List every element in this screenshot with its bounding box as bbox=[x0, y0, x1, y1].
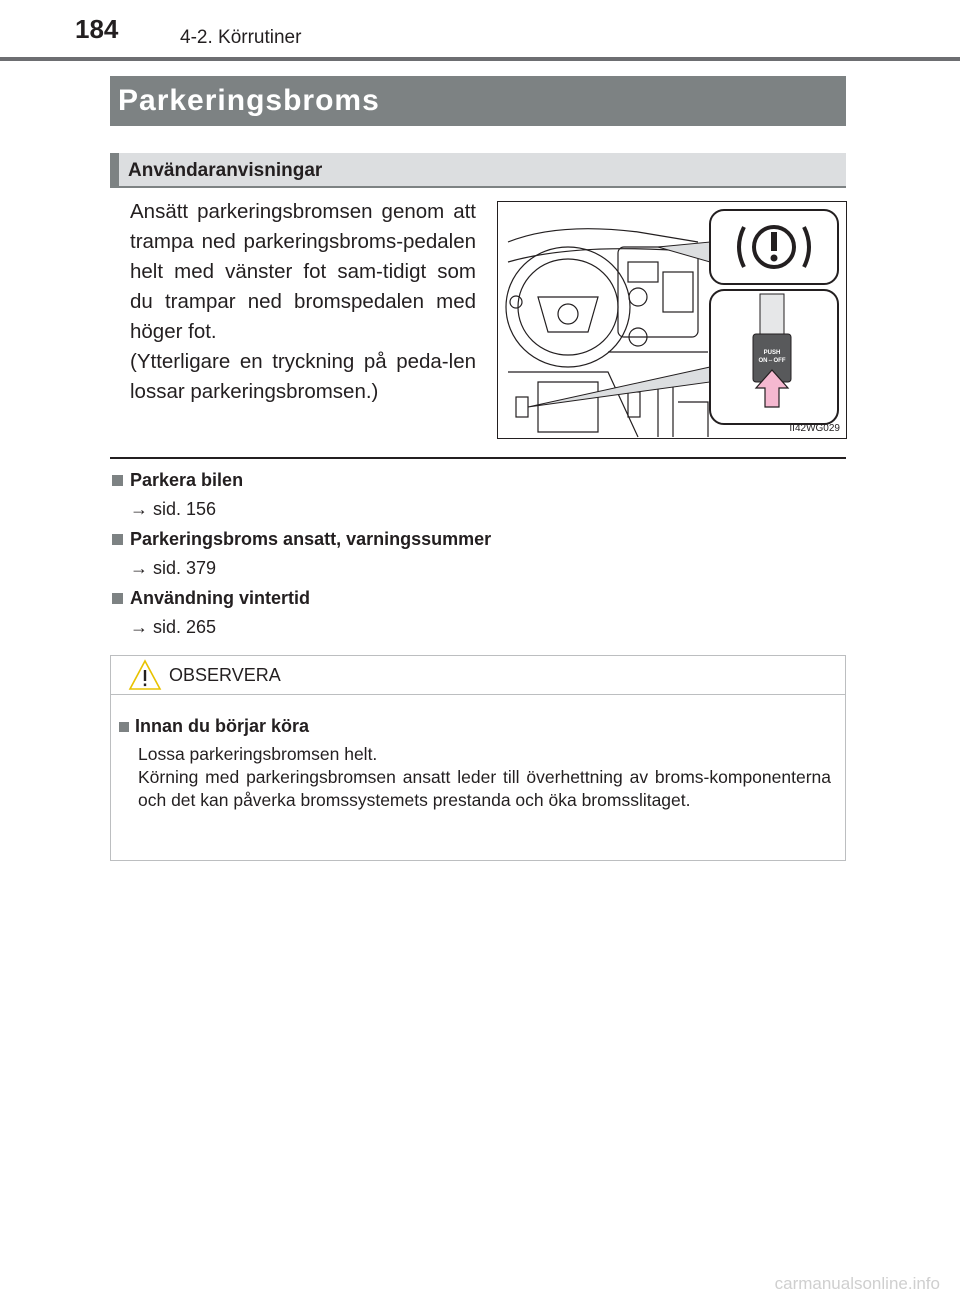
bullet-square-icon bbox=[112, 593, 123, 604]
notice-line: Lossa parkeringsbromsen helt. bbox=[138, 744, 378, 764]
page-reference: → sid. 379 bbox=[130, 558, 217, 578]
notice-line: Körning med parkeringsbromsen ansatt leder till överhettning av broms-komponenterna och det kan påverka bromssystemets prestanda och öka bromsslitaget. bbox=[138, 767, 831, 810]
instruction-paragraph: Ansätt parkeringsbromsen genom att trampa ned parkeringsbroms-pedalen helt med vänster fot sam-tidigt som du trampar ned bromspedalen med höger fot. bbox=[130, 200, 476, 343]
warning-triangle-icon bbox=[128, 658, 162, 692]
page-number: 184 bbox=[75, 14, 119, 44]
subsection-accent bbox=[110, 153, 119, 188]
section-divider bbox=[110, 457, 846, 459]
bullet-square-icon bbox=[112, 534, 123, 545]
notice-box bbox=[110, 655, 846, 861]
watermark: carmanualsonline.info bbox=[774, 1274, 940, 1293]
notice-body bbox=[138, 743, 831, 812]
notice-label: OBSERVERA bbox=[169, 665, 281, 685]
parking-brake-illustration bbox=[497, 201, 847, 439]
notice-heading: Innan du börjar köra bbox=[119, 716, 309, 737]
page-reference: → sid. 156 bbox=[130, 499, 217, 519]
list-item-heading: Användning vintertid bbox=[112, 588, 310, 609]
release-paragraph: (Ytterligare en tryckning på peda-len lossar parkeringsbromsen.) bbox=[130, 350, 476, 403]
notice-divider bbox=[111, 694, 845, 695]
list-item-heading: Parkeringsbroms ansatt, varningssummer bbox=[112, 529, 491, 550]
list-item-heading: Parkera bilen bbox=[112, 470, 243, 491]
section-title: Parkeringsbroms bbox=[118, 84, 380, 117]
bullet-square-icon bbox=[119, 722, 129, 732]
subsection-title: Användaranvisningar bbox=[128, 160, 323, 181]
svg-text:ON⇔OFF: ON⇔OFF bbox=[758, 358, 786, 364]
header-divider bbox=[0, 57, 960, 61]
bullet-square-icon bbox=[112, 475, 123, 486]
illustration-code: II42WG029 bbox=[789, 423, 840, 434]
svg-text:PUSH: PUSH bbox=[763, 350, 781, 356]
page-reference: → sid. 265 bbox=[130, 617, 217, 637]
instruction-text bbox=[130, 197, 476, 407]
chapter-title: 4-2. Körrutiner bbox=[180, 27, 302, 48]
dashboard-drawing bbox=[498, 202, 846, 438]
